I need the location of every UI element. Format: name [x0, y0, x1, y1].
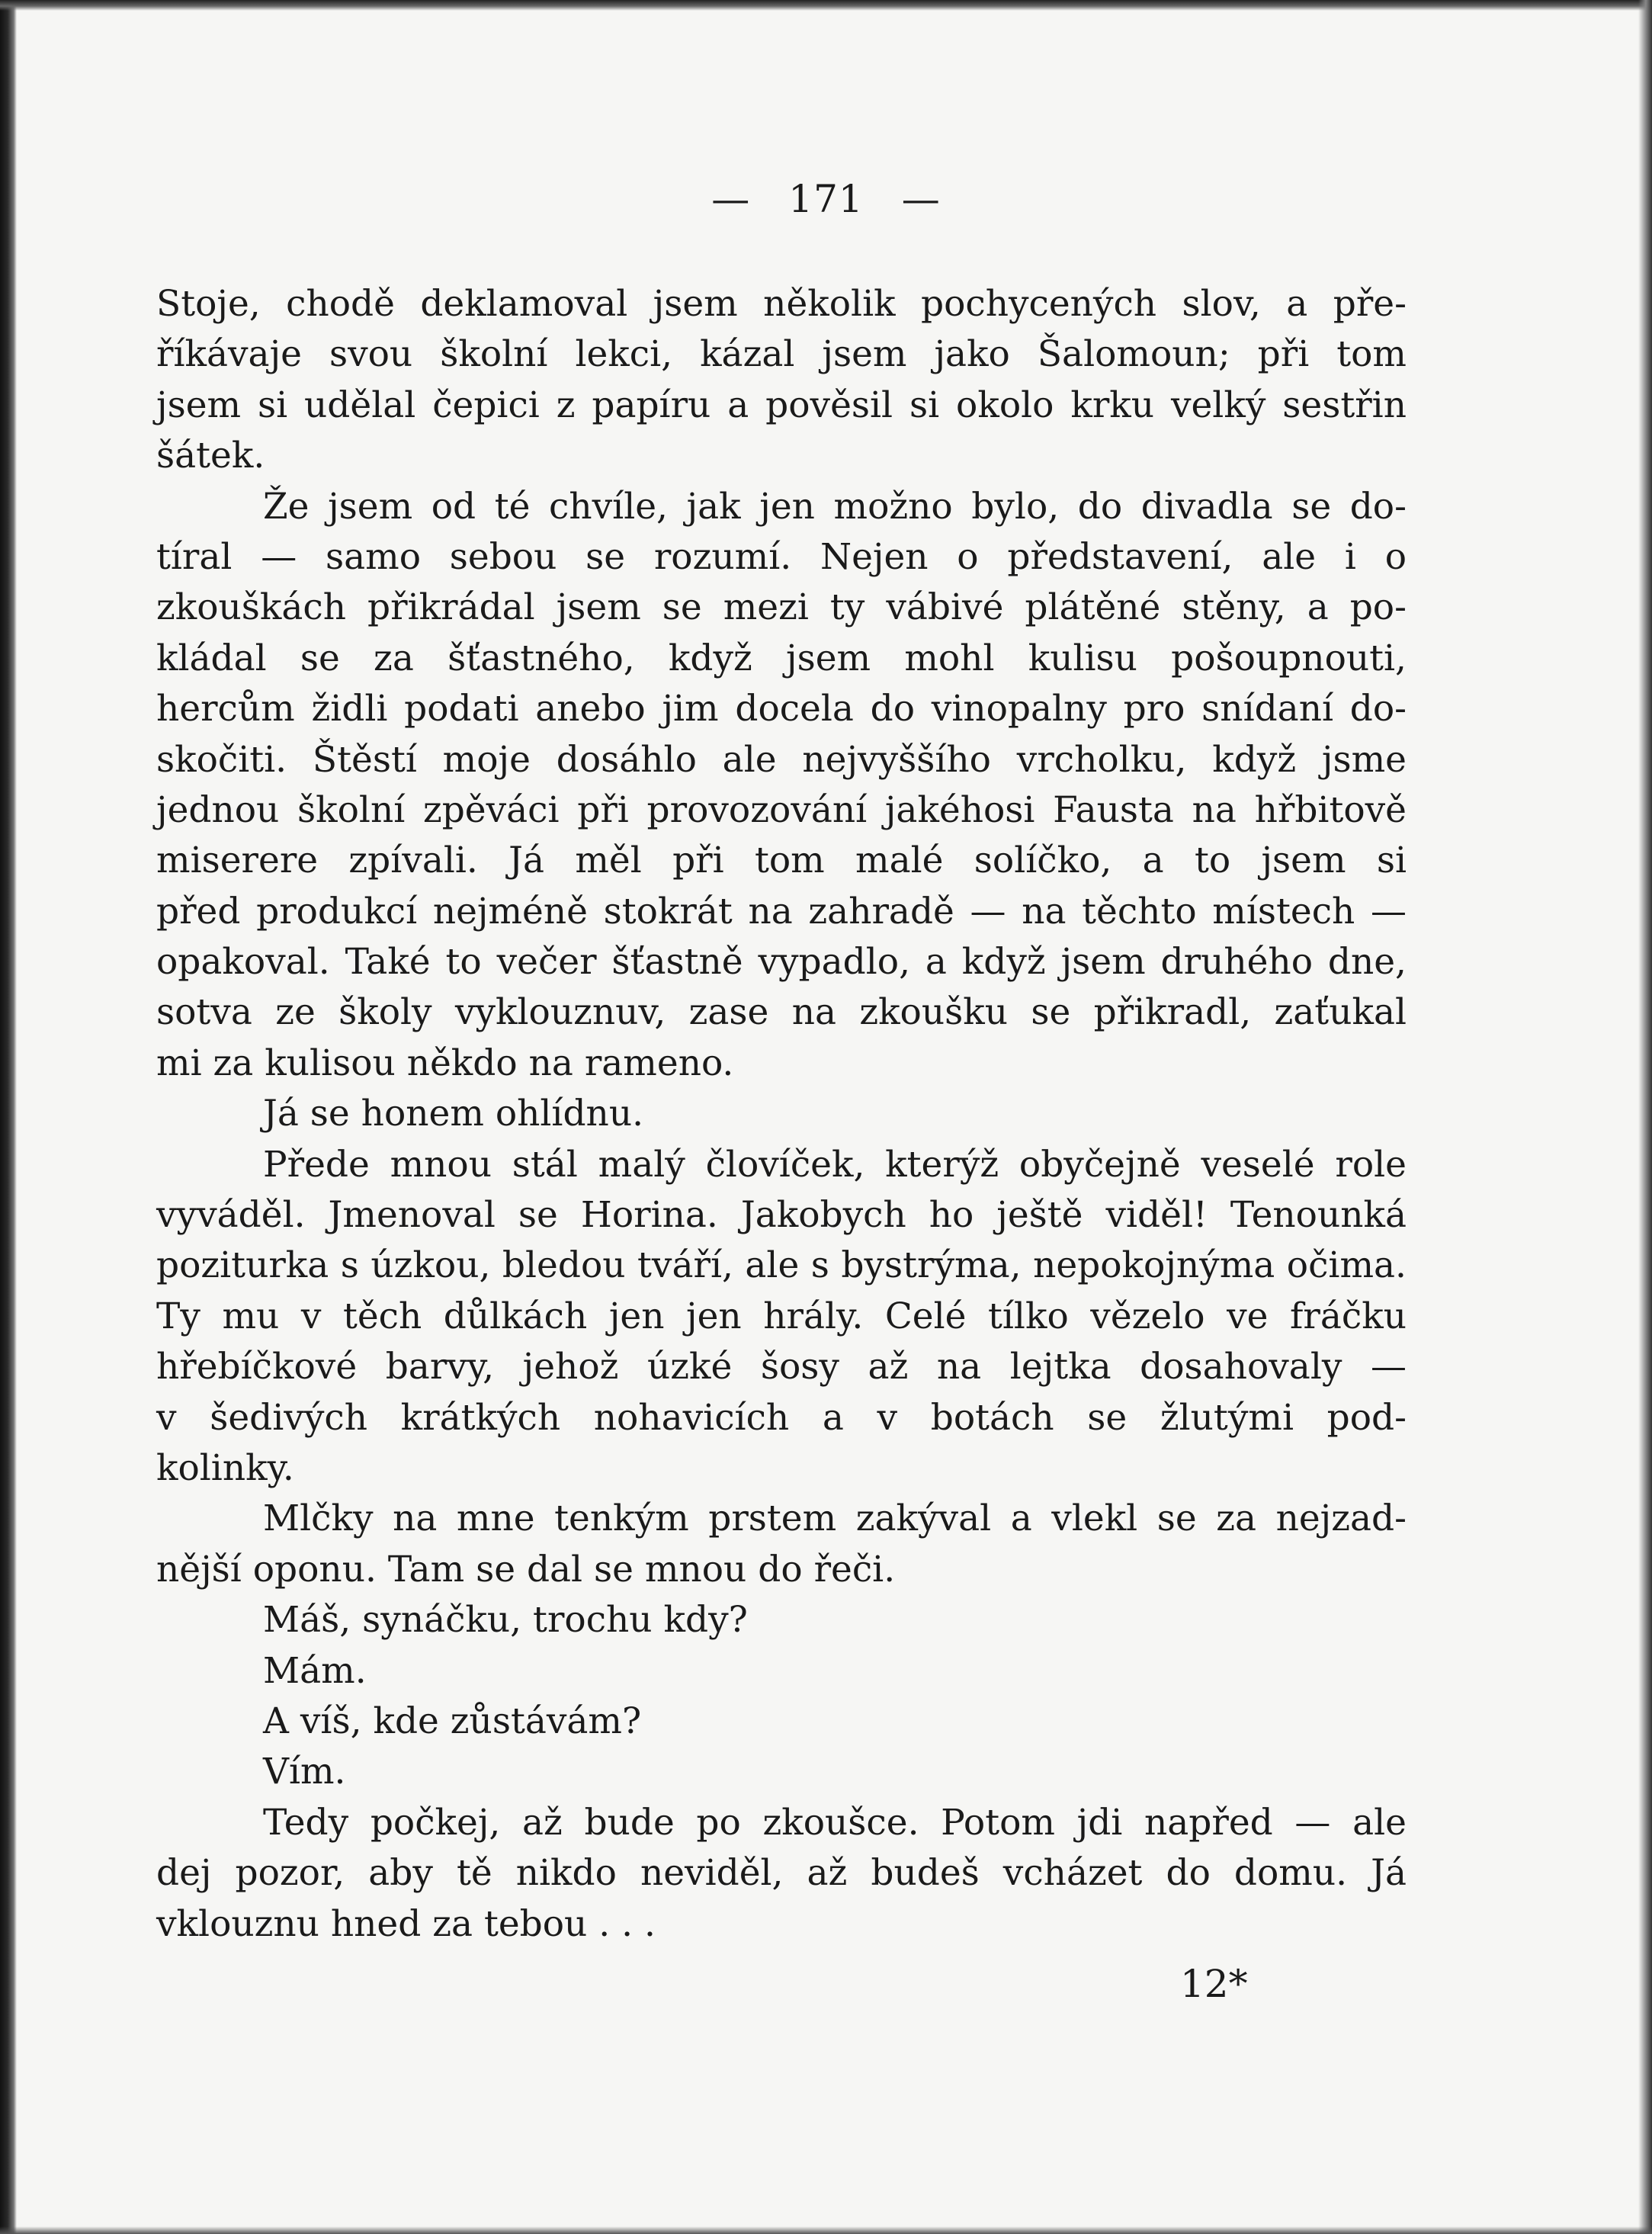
page-number: 171 [788, 177, 864, 221]
text-line: šátek. [156, 435, 265, 477]
text-line: Vím. [263, 1751, 346, 1793]
text-line: Stoje, chodě deklamoval jsem několik pochycených slov, a pře- [156, 283, 1407, 325]
text-line: v šedivých krátkých nohavicích a v botách se žlutými pod- [156, 1396, 1407, 1439]
text-line: Ty mu v těch důlkách jen jen hrály. Celé tílko vězelo ve fráčku [156, 1295, 1407, 1337]
text-line: zkouškách přikrádal jsem se mezi ty vábivé plátěné stěny, a po- [156, 586, 1407, 629]
text-line: kládal se za šťastného, když jsem mohl kulisu pošoupnouti, [156, 637, 1407, 679]
text-line: Že jsem od té chvíle, jak jen možno bylo, do divadla se do- [263, 485, 1407, 528]
text-line: Máš, synáčku, trochu kdy? [263, 1599, 748, 1642]
scan-edge-left [0, 0, 17, 2234]
text-line: jsem si udělal čepici z papíru a pověsil si okolo krku velký sestřin [156, 384, 1407, 426]
text-line: Přede mnou stál malý človíček, kterýž obyčejně veselé role [263, 1143, 1407, 1186]
text-line: sotva ze školy vyklouznuv, zase na zkoušku se přikradl, zaťukal [156, 991, 1407, 1034]
text-line: Tedy počkej, až bude po zkoušce. Potom jdi napřed — ale [263, 1801, 1407, 1844]
text-line: vyváděl. Jmenoval se Horina. Jakobych ho ještě viděl! Tenounká [156, 1194, 1407, 1237]
text-line: hercům židli podati anebo jim docela do vinopalny pro snídaní do- [156, 688, 1407, 730]
page-header: — 171 — [711, 177, 941, 221]
text-line: kolinky. [156, 1446, 294, 1489]
text-line: tíral — samo sebou se rozumí. Nejen o představení, ale i o [156, 535, 1407, 578]
text-line: hřebíčkové barvy, jehož úzké šosy až na lejtka dosahovaly — [156, 1346, 1407, 1388]
text-line: miserere zpívali. Já měl při tom malé solíčko, a to jsem si [156, 839, 1407, 882]
text-line: dej pozor, aby tě nikdo neviděl, až budeš vcházet do domu. Já [156, 1852, 1407, 1895]
text-line: Mám. [263, 1649, 367, 1692]
text-line: nější oponu. Tam se dal se mnou do řeči. [156, 1548, 896, 1590]
body-text [156, 279, 1407, 1950]
text-line: Mlčky na mne tenkým prstem zakýval a vlekl se za nejzad- [263, 1497, 1407, 1540]
text-line: A víš, kde zůstávám? [263, 1700, 642, 1742]
text-line: opakoval. Také to večer šťastně vypadlo, a když jsem druhého dne, [156, 941, 1407, 984]
scan-edge-bottom [0, 2226, 1652, 2234]
text-line: skočiti. Štěstí moje dosáhlo ale nejvyššího vrcholku, když jsme [156, 738, 1407, 781]
text-line: říkávaje svou školní lekci, kázal jsem jako Šalomoun; při tom [156, 333, 1407, 376]
text-line: poziturka s úzkou, bledou tváří, ale s bystrýma, nepokojnýma očima. [156, 1244, 1407, 1287]
text-line: jednou školní zpěváci při provozování jakéhosi Fausta na hřbitově [156, 788, 1407, 831]
scan-edge-top [0, 0, 1652, 11]
text-line: vklouznu hned za tebou . . . [156, 1902, 656, 1945]
text-line: mi za kulisou někdo na rameno. [156, 1042, 734, 1084]
text-line: před produkcí nejméně stokrát na zahradě — na těchto místech — [156, 890, 1407, 932]
text-line: Já se honem ohlídnu. [263, 1093, 644, 1135]
scan-edge-right [1638, 0, 1652, 2234]
signature-mark: 12* [1180, 1962, 1248, 2006]
